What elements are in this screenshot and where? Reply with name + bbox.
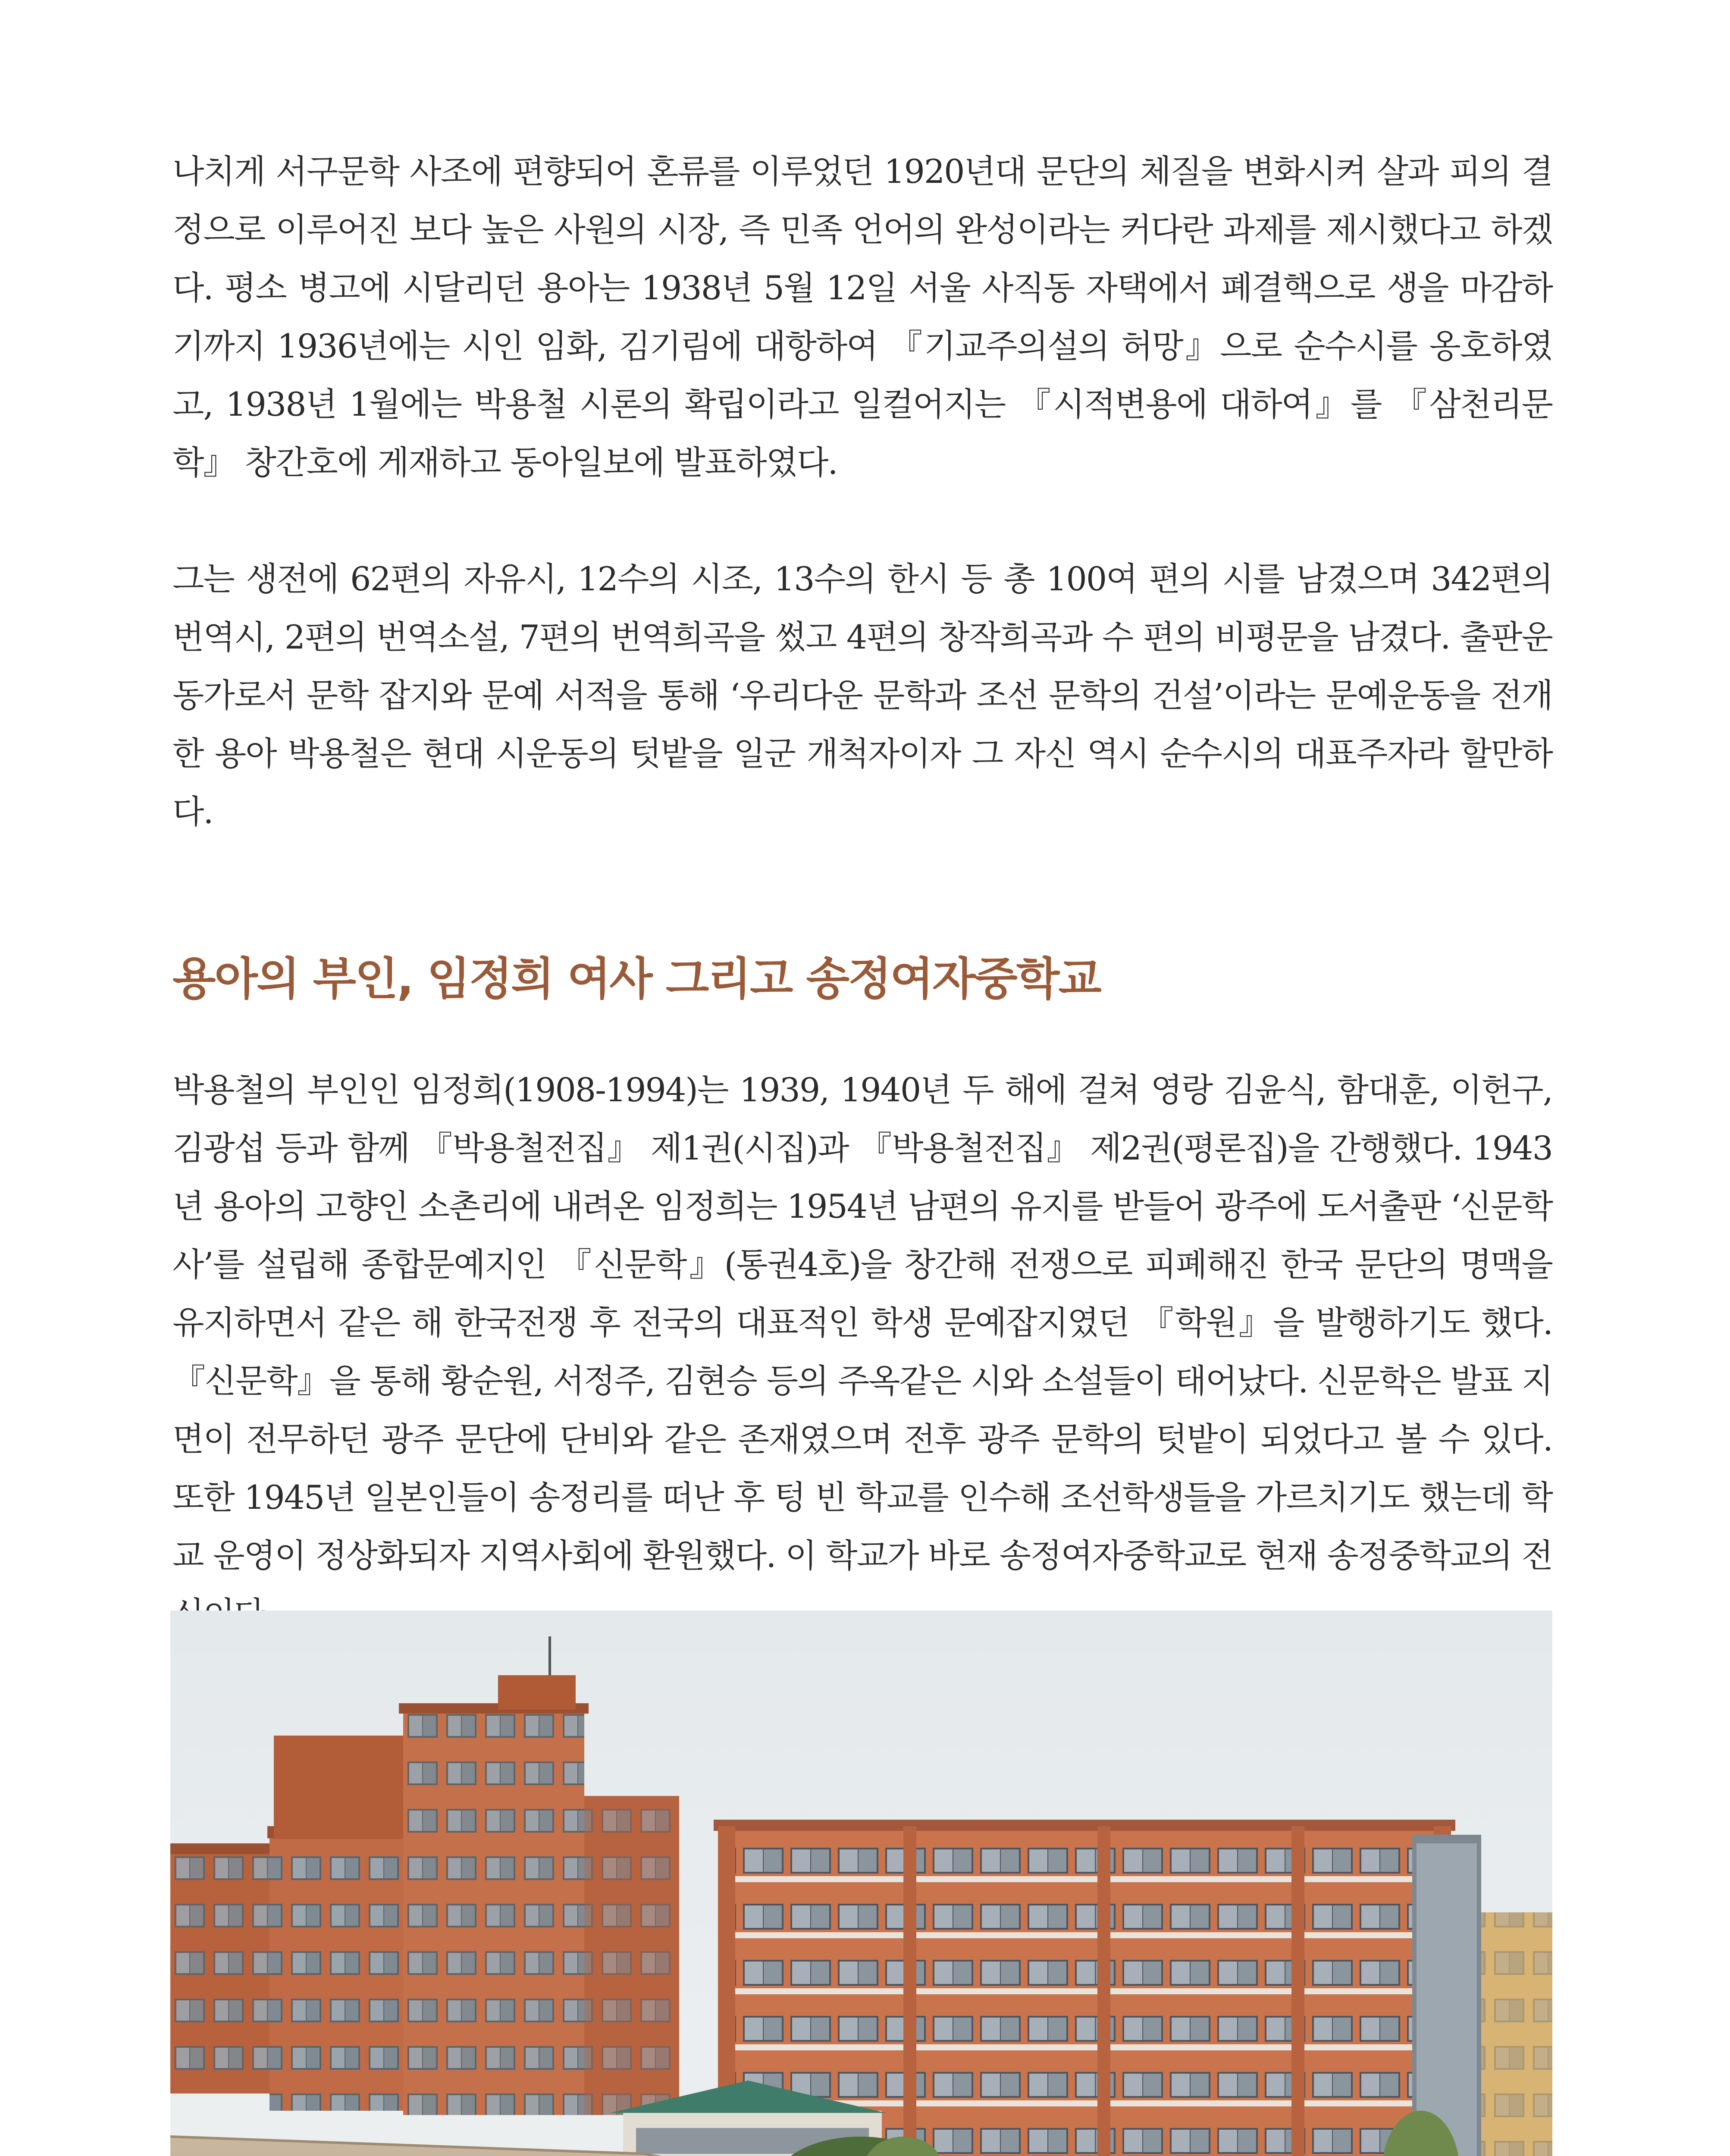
article-body	[172, 142, 1552, 1708]
section-heading: 용아의 부인, 임정희 여사 그리고 송정여자중학교	[172, 953, 1100, 1005]
body-paragraph-1: 나치게 서구문학 사조에 편향되어 혼류를 이루었던 1920년대 문단의 체질을 변화시켜 살과 피의 결정으로 이루어진 보다 높은 사원의 시장, 즉 민족 언어의 완성이라는 커다란 과제를 제시했다고 하겠다. 평소 병고에 시달리던 용아는 1938년 5월 12일 서울 사직동 자택에서 폐결핵으로 생을 마감하기까지 1936년에는 시인 임화, 김기림에 대항하여 『기교주의설의 허망』으로 순수시를 옹호하였고, 1938년 1월에는 박용철 시론의 확립이라고 일컬어지는 『시적변용에 대하여』를 『삼천리문학』 창간호에 게재하고 동아일보에 발표하였다.	[172, 152, 1552, 482]
school-building-photo	[170, 1611, 1552, 2156]
section-paragraph: 박용철의 부인인 임정희(1908-1994)는 1939, 1940년 두 해에 걸쳐 영랑 김윤식, 함대훈, 이헌구, 김광섭 등과 함께 『박용철전집』 제1권(시집)과 『박용철전집』 제2권(평론집)을 간행했다. 1943년 용아의 고향인 소촌리에 내려온 임정희는 1954년 남편의 유지를 받들어 광주에 도서출판 ‘신문학사’를 설립해 종합문예지인 『신문학』(통권4호)을 창간해 전쟁으로 피폐해진 한국 문단의 명맥을 유지하면서 같은 해 한국전쟁 후 전국의 대표적인 학생 문예잡지였던 『학원』을 발행하기도 했다. 『신문학』을 통해 황순원, 서정주, 김현승 등의 주옥같은 시와 소설들이 태어났다. 신문학은 발표 지면이 전무하던 광주 문단에 단비와 같은 존재였으며 전후 광주 문학의 텃밭이 되었다고 볼 수 있다. 또한 1945년 일본인들이 송정리를 떠난 후 텅 빈 학교를 인수해 조선학생들을 가르치기도 했는데 학교 운영이 정상화되자 지역사회에 환원했다. 이 학교가 바로 송정여자중학교로 현재 송정중학교의 전	[172, 1071, 1552, 1575]
body-paragraph-2: 그는 생전에 62편의 자유시, 12수의 시조, 13수의 한시 등 총 100여 편의 시를 남겼으며 342편의 번역시, 2편의 번역소설, 7편의 번역희곡을 썼고 4편의 창작희곡과 수 편의 비평문을 남겼다. 출판운동가로서 문학 잡지와 문예 서적을 통해 ‘우리다운 문학과 조선 문학의 건설’이라는 문예운동을 전개한 용아 박용철은 현대 시운동의 텃밭을 일군 개척자이자 그 자신 역시 순수시의 대표주자라 할만하다.	[172, 560, 1552, 831]
